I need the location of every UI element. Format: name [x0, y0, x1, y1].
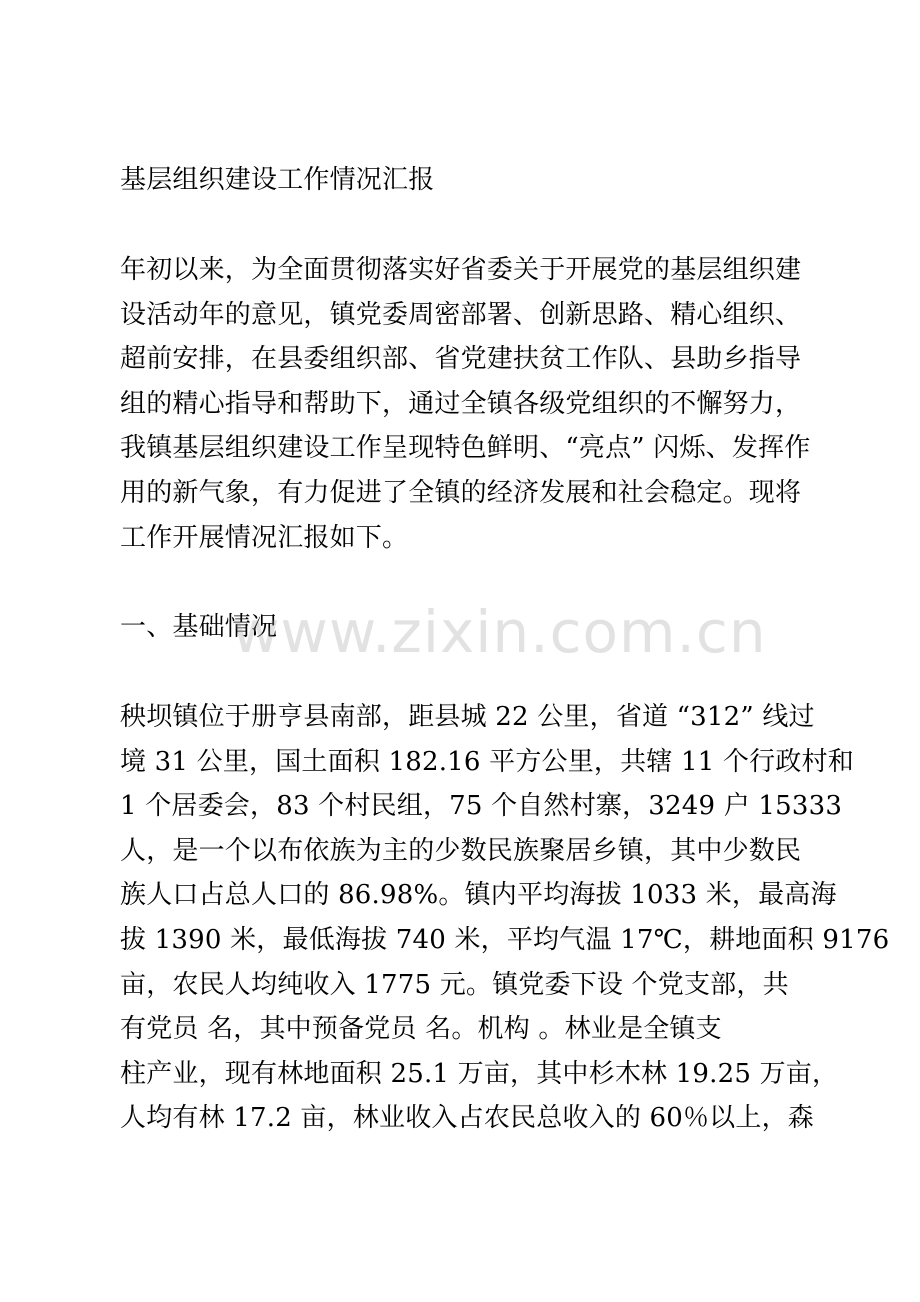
- paragraph-line: 境 31 公里，国土面积 182.16 平方公里，共辖 11 个行政村和: [120, 746, 854, 777]
- paragraph-line: 组的精心指导和帮助下，通过全镇各级党组织的不懈努力，: [120, 388, 802, 419]
- paragraph-line: 年初以来，为全面贯彻落实好省委关于开展党的基层组织建: [120, 255, 802, 285]
- paragraph-line: 亩，农民人均纯收入 1775 元。镇党委下设 个党支部，共: [120, 969, 789, 1000]
- title-line: 基层组织建设工作情况汇报: [120, 165, 435, 195]
- paragraph-line: 超前安排，在县委组织部、省党建扶贫工作队、县助乡指导: [120, 344, 802, 375]
- paragraph-line: 设活动年的意见，镇党委周密部署、创新思路、精心组织、: [120, 299, 802, 330]
- paragraph-line: 有党员 名，其中预备党员 名。机构 。林业是全镇支: [120, 1014, 722, 1045]
- section-heading-text: 一、基础情况: [120, 612, 278, 642]
- document-title: [120, 158, 810, 203]
- paragraph-line: 工作开展情况汇报如下。: [120, 522, 409, 553]
- paragraph-line: 用的新气象，有力促进了全镇的经济发展和社会稳定。现将: [120, 477, 802, 508]
- paragraph-line: 秧坝镇位于册亨县南部，距县城 22 公里，省道 “312” 线过: [120, 702, 815, 732]
- paragraph-line: 我镇基层组织建设工作呈现特色鲜明、“亮点” 闪烁、发挥作: [120, 433, 811, 464]
- paragraph-line: 1 个居委会，83 个村民组，75 个自然村寨，3249 户 15333: [120, 791, 843, 822]
- basic-info-paragraph: [120, 695, 890, 1141]
- watermark: www.zixin.com.cn: [232, 598, 767, 666]
- paragraph-line: 柱产业，现有林地面积 25.1 万亩，其中杉木林 19.25 万亩，: [120, 1058, 839, 1089]
- intro-paragraph: [120, 248, 810, 560]
- paragraph-line: 族人口占总人口的 86.98%。镇内平均海拔 1033 米，最高海: [120, 880, 837, 911]
- paragraph-line: 人均有林 17.2 亩，林业收入占农民总收入的 60％以上，森: [120, 1103, 814, 1134]
- paragraph-line: 人，是一个以布依族为主的少数民族聚居乡镇，其中少数民: [120, 835, 802, 866]
- paragraph-line: 拔 1390 米，最低海拔 740 米，平均气温 17℃，耕地面积 9176: [120, 924, 890, 955]
- section-heading: [120, 605, 810, 650]
